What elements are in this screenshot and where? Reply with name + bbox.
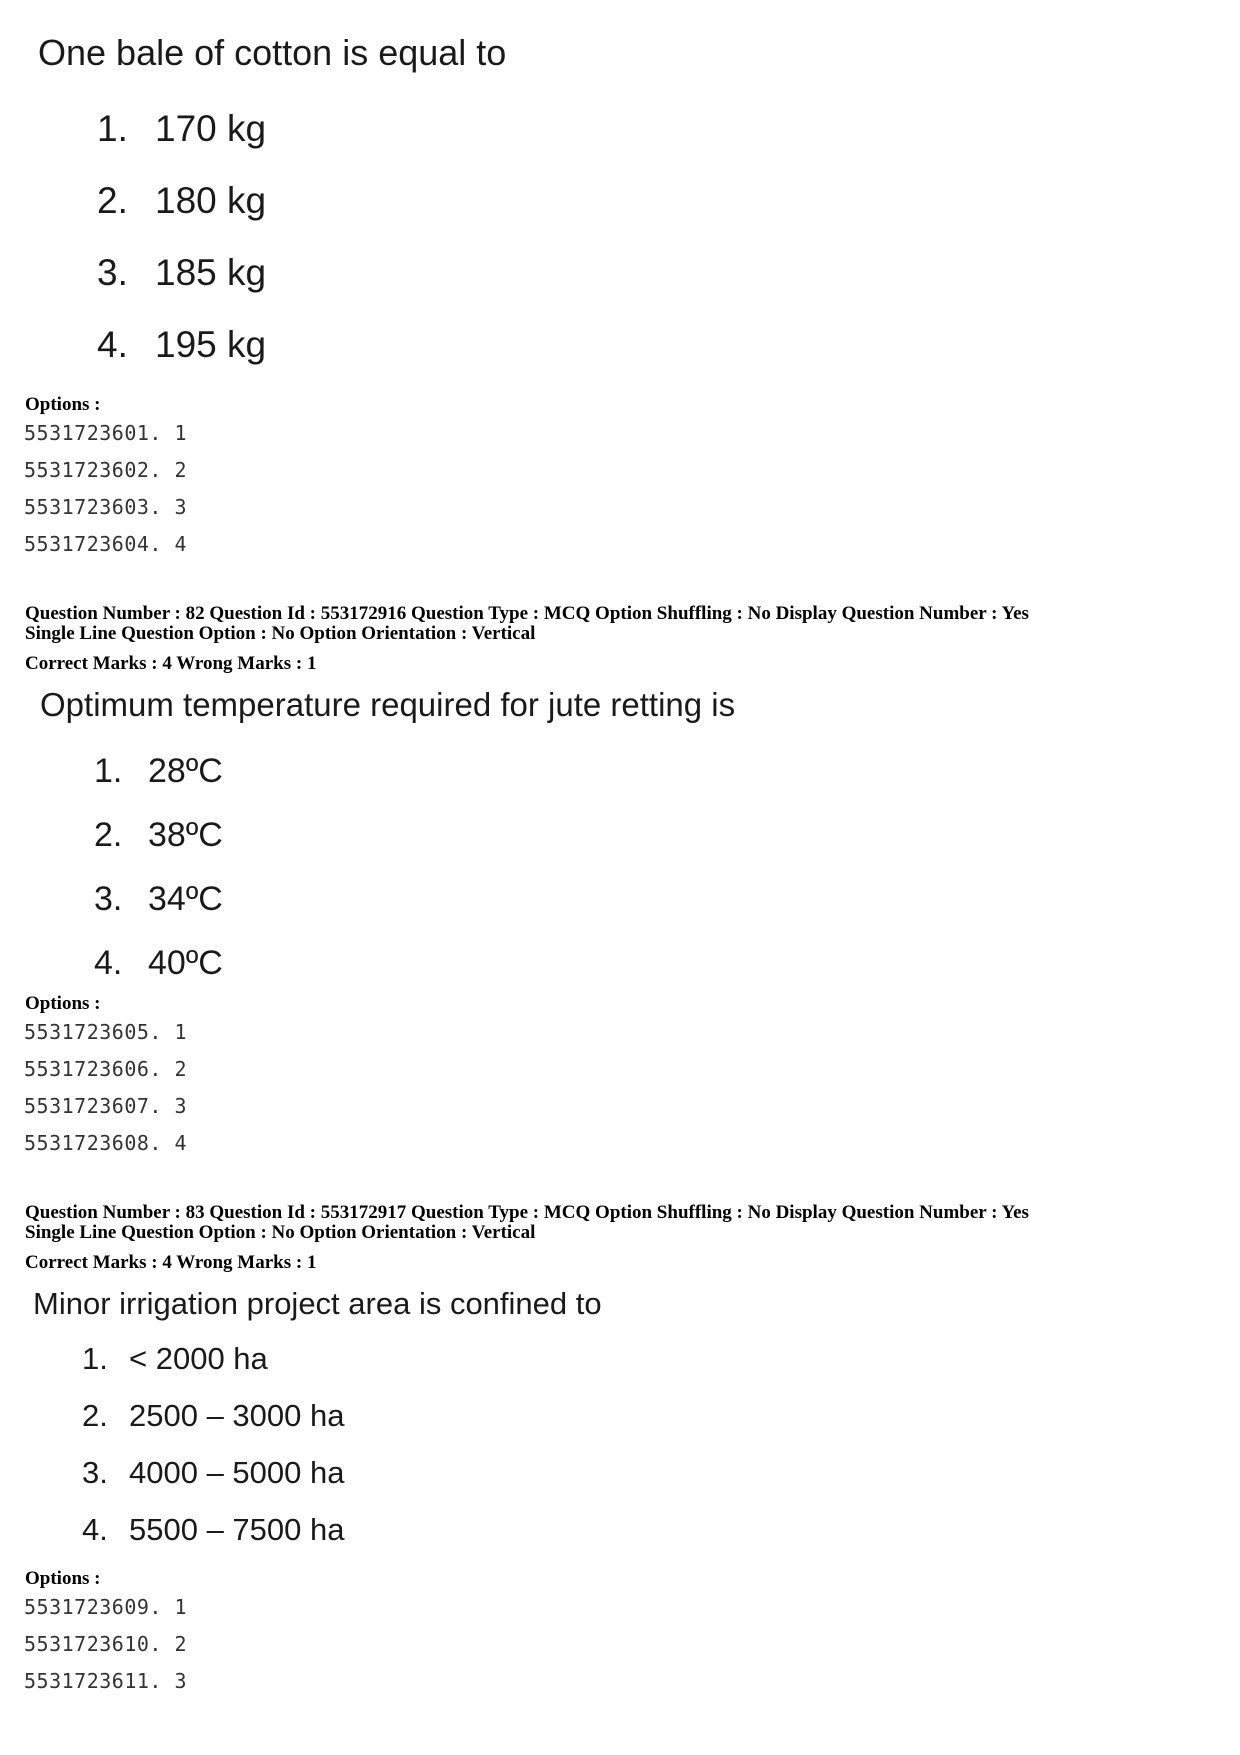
option-id: 5531723606. 2 bbox=[24, 1057, 188, 1081]
question-choice bbox=[82, 1455, 345, 1491]
option-id: 5531723608. 4 bbox=[24, 1131, 188, 1155]
choice-text: 4000 – 5000 ha bbox=[129, 1455, 345, 1490]
choice-text: 34ºC bbox=[148, 880, 223, 918]
option-id: 5531723605. 1 bbox=[24, 1020, 188, 1044]
choice-number: 2. bbox=[82, 1398, 108, 1433]
option-id: 5531723609. 1 bbox=[24, 1595, 188, 1619]
choice-number: 4. bbox=[94, 944, 123, 982]
choice-number: 1. bbox=[94, 752, 123, 790]
options-heading: Options : bbox=[25, 394, 101, 415]
question-choice bbox=[97, 108, 266, 150]
choice-number: 2. bbox=[97, 180, 128, 221]
question-text: One bale of cotton is equal to bbox=[38, 32, 507, 73]
question-meta-line: Question Number : 82 Question Id : 553172916 Question Type : MCQ Option Shuffling : No Display Question Number : Yes bbox=[25, 603, 1029, 624]
choice-number: 4. bbox=[82, 1512, 108, 1547]
choice-number: 2. bbox=[94, 816, 123, 854]
question-meta-line: Single Line Question Option : No Option Orientation : Vertical bbox=[25, 623, 536, 644]
option-id: 5531723610. 2 bbox=[24, 1632, 188, 1656]
option-id: 5531723601. 1 bbox=[24, 421, 188, 445]
question-choice bbox=[82, 1512, 345, 1548]
question-choice bbox=[94, 752, 223, 791]
question-meta-line: Question Number : 83 Question Id : 553172917 Question Type : MCQ Option Shuffling : No Display Question Number : Yes bbox=[25, 1202, 1029, 1223]
choice-text: 170 kg bbox=[155, 108, 267, 149]
choice-text: 195 kg bbox=[155, 324, 267, 365]
question-choice bbox=[94, 944, 223, 983]
question-choice bbox=[97, 180, 266, 222]
question-choice bbox=[94, 880, 223, 919]
question-text: Minor irrigation project area is confined to bbox=[33, 1286, 602, 1321]
choice-text: 28ºC bbox=[148, 752, 223, 790]
options-heading: Options : bbox=[25, 993, 101, 1014]
options-heading: Options : bbox=[25, 1568, 101, 1589]
choice-text: 38ºC bbox=[148, 816, 223, 854]
question-choice bbox=[97, 324, 266, 366]
question-choice bbox=[94, 816, 223, 855]
question-meta-line: Single Line Question Option : No Option Orientation : Vertical bbox=[25, 1222, 536, 1243]
choice-text: 40ºC bbox=[148, 944, 223, 982]
choice-text: < 2000 ha bbox=[129, 1341, 268, 1376]
choice-number: 3. bbox=[82, 1455, 108, 1490]
marks-line: Correct Marks : 4 Wrong Marks : 1 bbox=[25, 1252, 317, 1273]
choice-text: 5500 – 7500 ha bbox=[129, 1512, 345, 1547]
choice-number: 1. bbox=[82, 1341, 108, 1376]
choice-number: 3. bbox=[97, 252, 128, 293]
choice-text: 2500 – 3000 ha bbox=[129, 1398, 345, 1433]
option-id: 5531723603. 3 bbox=[24, 495, 188, 519]
option-id: 5531723611. 3 bbox=[24, 1669, 188, 1693]
choice-text: 180 kg bbox=[155, 180, 267, 221]
choice-number: 4. bbox=[97, 324, 128, 365]
option-id: 5531723607. 3 bbox=[24, 1094, 188, 1118]
choice-text: 185 kg bbox=[155, 252, 267, 293]
question-choice bbox=[82, 1398, 345, 1434]
question-text: Optimum temperature required for jute retting is bbox=[40, 686, 736, 723]
option-id: 5531723602. 2 bbox=[24, 458, 188, 482]
choice-number: 1. bbox=[97, 108, 128, 149]
question-choice bbox=[97, 252, 266, 294]
choice-number: 3. bbox=[94, 880, 123, 918]
marks-line: Correct Marks : 4 Wrong Marks : 1 bbox=[25, 653, 317, 674]
question-choice bbox=[82, 1341, 268, 1377]
option-id: 5531723604. 4 bbox=[24, 532, 188, 556]
